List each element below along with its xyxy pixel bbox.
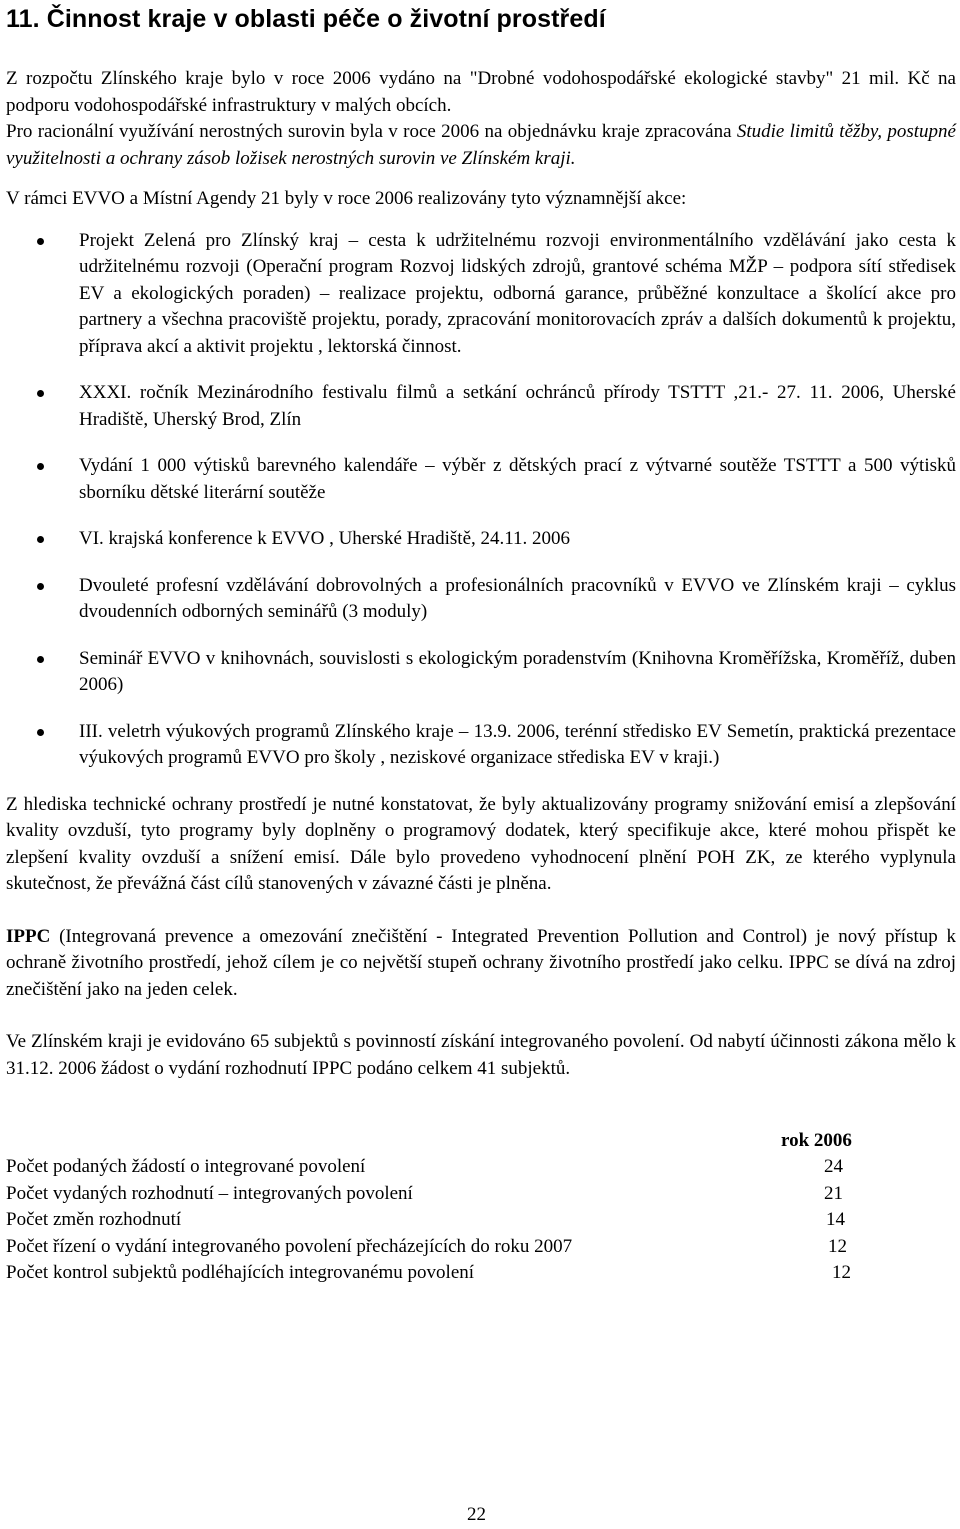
list-item: III. veletrh výukových programů Zlínského kraje – 13.9. 2006, terénní středisko EV Semetín, praktická prezentace výukových programů EVVO pro školy , neziskové organizace střediska EV v kraji.) xyxy=(6,719,956,772)
paragraph-water-funding: Z rozpočtu Zlínského kraje bylo v roce 2006 vydáno na "Drobné vodohospodářské ekologické stavby" 21 mil. Kč na podporu vodohospodářské infrastruktury v malých obcích. xyxy=(6,68,956,116)
paragraph-mineral-text: Pro racionální využívání nerostných surovin byla v roce 2006 na objednávku kraje zpracována xyxy=(6,121,732,142)
table-row-label: Počet změn rozhodnutí xyxy=(6,1209,182,1230)
table-row-value: 12 xyxy=(828,1236,847,1257)
table-row-value: 24 xyxy=(824,1156,843,1177)
study-title: Studie limitů těžby, postupné využitelnosti a ochrany zásob ložisek nerostných surovin ve Zlínském kraji. xyxy=(6,121,956,169)
table-row-label: Počet řízení o vydání integrovaného povolení přecházejících do roku 2007 xyxy=(6,1236,573,1257)
table-row-label: Počet vydaných rozhodnutí – integrovaných povolení xyxy=(6,1183,413,1204)
list-item: Projekt Zelená pro Zlínský kraj – cesta k udržitelnému rozvoji environmentálního vzdělávání jako cesta k udržitelnému rozvoji (Operační program Rozvoj lidských zdrojů, grantové schéma MŽP – podpora sítí středisek EV a ekologických poraden) – realizace projektu, odborná garance, průběžné konzultace a školící akce pro partnery a všechna pracoviště projektu, porady, zpracování monitorovacích zpráv a dalších dokumentů k projektu, příprava akcí a aktivit projektu , lektorská činnost. xyxy=(6,228,956,361)
list-item: XXXI. ročník Mezinárodního festivalu filmů a setkání ochránců přírody TSTTT ,21.- 27. 11. 2006, Uherské Hradiště, Uherský Brod, Zlín xyxy=(6,380,956,433)
ippc-statistics-table xyxy=(6,1108,956,1283)
list-item: Seminář EVVO v knihovnách, souvislosti s ekologickým poradenstvím (Knihovna Kroměřížska, Kroměříž, duben 2006) xyxy=(6,646,956,699)
paragraph-evvo-intro: V rámci EVVO a Místní Agendy 21 byly v roce 2006 realizovány tyto významnější akce: xyxy=(6,188,687,209)
list-item: VI. krajská konference k EVVO , Uherské Hradiště, 24.11. 2006 xyxy=(6,526,956,553)
list-item: Vydání 1 000 výtisků barevného kalendáře – výběr z dětských prací z výtvarné soutěže TSTTT a 500 výtisků sborníku dětské literární soutěže xyxy=(6,453,956,506)
table-row-value: 12 xyxy=(832,1262,851,1283)
list-item: Dvouleté profesní vzdělávání dobrovolných a profesionálních pracovníků v EVVO ve Zlínském kraji – cyklus dvoudenních odborných seminářů (3 moduly) xyxy=(6,573,956,626)
table-header-year: rok 2006 xyxy=(781,1130,852,1151)
evvo-actions-list xyxy=(6,228,956,772)
document-page xyxy=(6,0,956,1283)
paragraph-technical-protection: Z hlediska technické ochrany prostředí je nutné konstatovat, že byly aktualizovány programy snižování emisí a zlepšování kvality ovzduší, tyto programy byly doplněny o programový dodatek, který specifikuje akce, které mohou přispět ke zlepšení kvality ovzduší a snížení emisí. Dále bylo provedeno vyhodnocení plnění POH ZK, ze kterého vyplynula skutečnost, že převážná část cílů stanovených v závazné části je plněna. xyxy=(6,793,956,894)
page-number: 22 xyxy=(467,1504,486,1525)
ippc-term: IPPC xyxy=(6,925,51,947)
section-heading: 11. Činnost kraje v oblasti péče o životní prostředí xyxy=(6,5,606,33)
paragraph-ippc-subjects: Ve Zlínském kraji je evidováno 65 subjektů s povinností získání integrovaného povolení. Od nabytí účinnosti zákona mělo k 31.12. 2006 žádost o vydání rozhodnutí IPPC podáno celkem 41 subjektů. xyxy=(6,1031,956,1079)
table-row-label: Počet podaných žádostí o integrované povolení xyxy=(6,1156,366,1177)
paragraph-mineral-resources xyxy=(6,119,956,172)
table-row-value: 14 xyxy=(826,1209,845,1230)
table-row-label: Počet kontrol subjektů podléhajících integrovanému povolení xyxy=(6,1262,475,1283)
paragraph-ippc xyxy=(6,924,956,1004)
ippc-definition: (Integrovaná prevence a omezování znečištění - Integrated Prevention Pollution and Control) je nový přístup k ochraně životního prostředí, jehož cílem je co největší stupeň ochrany životního prostředí jako celku. IPPC se dívá na zdroj znečištění jako na jeden celek. xyxy=(6,925,956,1000)
table-row-value: 21 xyxy=(824,1183,843,1204)
